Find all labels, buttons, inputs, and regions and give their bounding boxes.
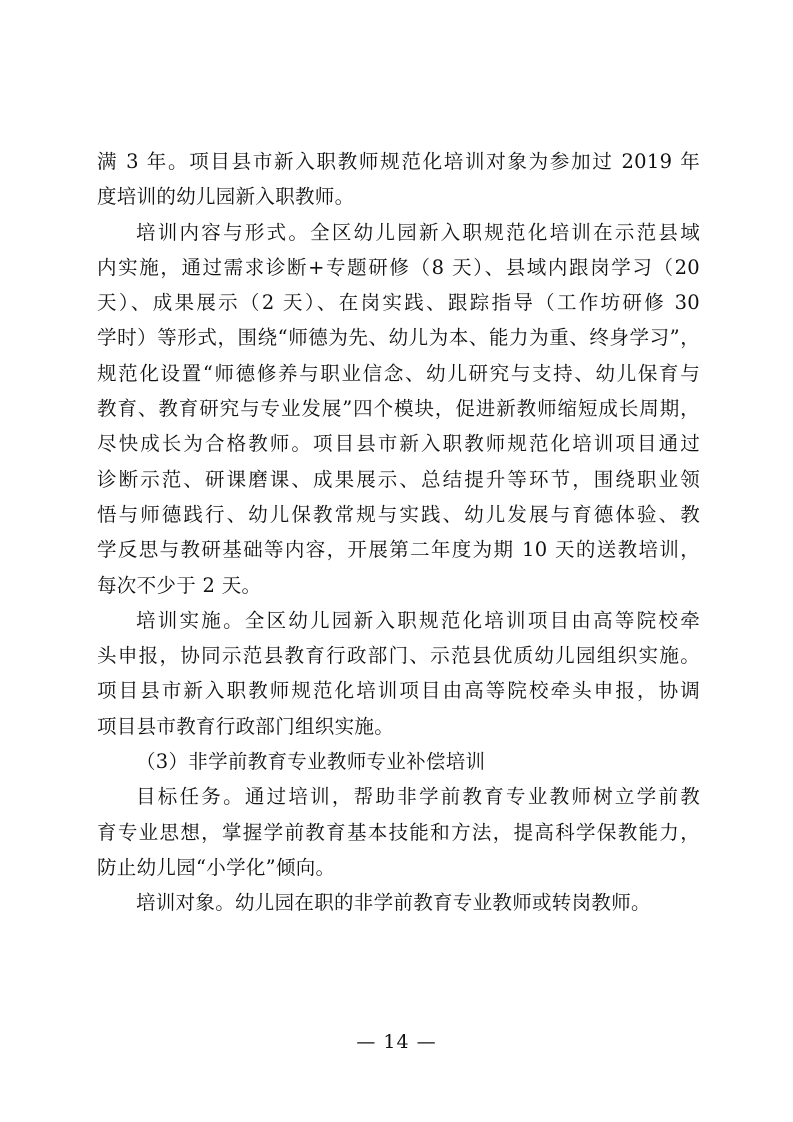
text-line: 每次不少于 2 天。 xyxy=(97,573,262,597)
text-line: 目标任务。通过培训，帮助非学前教育专业教师树立学前教 xyxy=(136,785,700,809)
paragraph-training-implementation xyxy=(97,603,700,744)
text-line: 项目县市新入职教师规范化培训项目由高等院校牵头申报，协调 xyxy=(97,679,700,703)
paragraph-objectives xyxy=(97,779,700,885)
paragraph-continuation xyxy=(97,144,700,215)
section-heading xyxy=(97,744,700,779)
document-body xyxy=(97,144,700,921)
text-line: 度培训的幼儿园新入职教师。 xyxy=(97,185,355,209)
text-line: 悟与师德践行、幼儿保教常规与实践、幼儿发展与育德体验、教 xyxy=(97,502,700,526)
text-line: 项目县市教育行政部门组织实施。 xyxy=(97,714,395,738)
text-line: 培训实施。全区幼儿园新入职规范化培训项目由高等院校牵 xyxy=(136,608,700,632)
text-line: 防止幼儿园“小学化”倾向。 xyxy=(97,855,336,879)
text-line: 天）、成果展示（2 天）、在岗实践、跟踪指导（工作坊研修 30 xyxy=(97,291,700,315)
text-line: 诊断示范、研课磨课、成果展示、总结提升等环节，围绕职业领 xyxy=(97,467,700,491)
text-line: 学反思与教研基础等内容，开展第二年度为期 10 天的送教培训， xyxy=(97,538,700,562)
text-line: 头申报，协同示范县教育行政部门、示范县优质幼儿园组织实施。 xyxy=(97,644,700,668)
page-number: — 14 — xyxy=(356,1031,437,1053)
text-line: 培训内容与形式。全区幼儿园新入职规范化培训在示范县域 xyxy=(136,220,700,244)
paragraph-training-target xyxy=(97,885,700,920)
text-line: 培训对象。幼儿园在职的非学前教育专业教师或转岗教师。 xyxy=(136,891,651,915)
text-line: 满 3 年。项目县市新入职教师规范化培训对象为参加过 2019 年 xyxy=(97,150,700,173)
text-line: （3）非学前教育专业教师专业补偿培训 xyxy=(136,750,486,774)
paragraph-training-content xyxy=(97,215,700,603)
text-line: 规范化设置“师德修养与职业信念、幼儿研究与支持、幼儿保育与 xyxy=(97,361,700,385)
text-line: 内实施，通过需求诊断+专题研修（8 天）、县域内跟岗学习（20 xyxy=(97,255,700,279)
text-line: 育专业思想，掌握学前教育基本技能和方法，提高科学保教能力， xyxy=(97,820,700,844)
text-line: 教育、教育研究与专业发展”四个模块，促进新教师缩短成长周期， xyxy=(97,397,700,421)
text-line: 学时）等形式，围绕“师德为先、幼儿为本、能力为重、终身学习”， xyxy=(97,326,700,350)
text-line: 尽快成长为合格教师。项目县市新入职教师规范化培训项目通过 xyxy=(97,432,700,456)
